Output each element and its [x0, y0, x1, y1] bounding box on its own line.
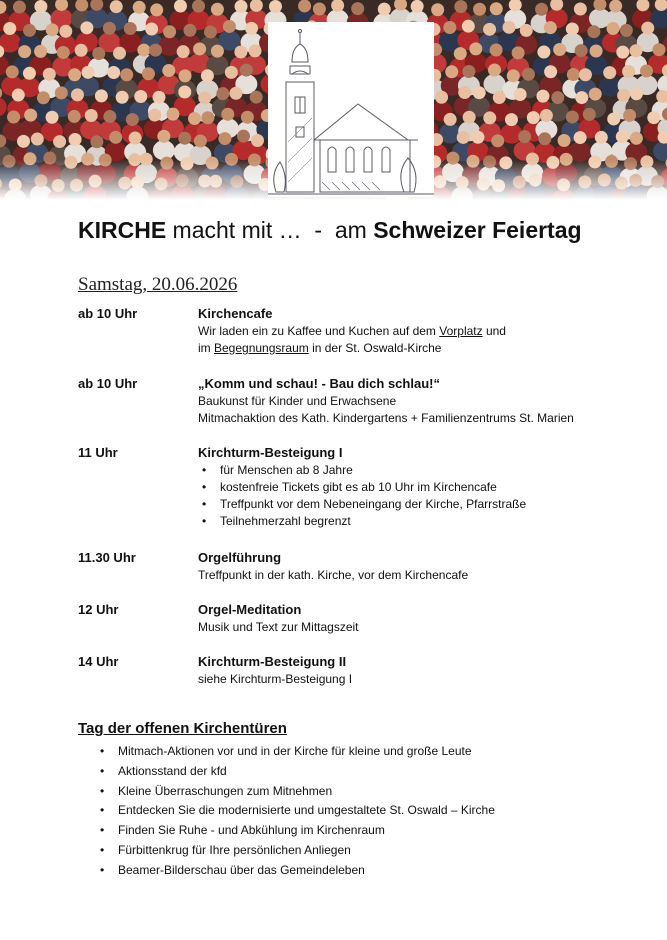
title-feiertag: Schweizer Feiertag	[373, 217, 582, 243]
list-item: • Finden Sie Ruhe - und Abkühlung im Kirchenraum	[118, 821, 495, 841]
schedule-entry	[78, 305, 638, 375]
entry-line: im Begegnungsraum in der St. Oswald-Kirche	[198, 341, 442, 355]
schedule-entry	[78, 549, 638, 601]
schedule-entry	[78, 375, 638, 444]
list-item: • Beamer-Bilderschau über das Gemeindeleben	[118, 861, 495, 881]
entry-line: siehe Kirchturm-Besteigung I	[198, 672, 353, 686]
begegnungsraum-link: Begegnungsraum	[214, 341, 309, 355]
entry-time: 11 Uhr	[78, 445, 118, 460]
entry-title: Kirchturm-Besteigung I	[198, 445, 343, 460]
entry-title: Orgel-Meditation	[198, 602, 302, 617]
open-doors-title: Tag der offenen Kirchentüren	[78, 720, 287, 737]
title-middle: macht mit … - am	[166, 217, 374, 243]
entry-line: Baukunst für Kinder und Erwachsene	[198, 394, 397, 408]
schedule-entry	[78, 601, 638, 653]
list-item: • für Menschen ab 8 Jahre	[220, 462, 638, 479]
entry-time: ab 10 Uhr	[78, 306, 138, 321]
list-item: • Aktionsstand der kfd	[118, 762, 495, 782]
header-banner	[0, 0, 667, 200]
church-sketch	[268, 22, 434, 197]
list-item: • kostenfreie Tickets gibt es ab 10 Uhr im Kirchencafe	[220, 479, 638, 496]
entry-time: 14 Uhr	[78, 654, 119, 669]
entry-time: 12 Uhr	[78, 602, 119, 617]
entry-line: Musik und Text zur Mittagszeit	[198, 620, 359, 634]
entry-title: Kirchencafe	[198, 306, 273, 321]
list-item: • Treffpunkt vor dem Nebeneingang der Kirche, Pfarrstraße	[220, 496, 638, 513]
list-item: • Kleine Überraschungen zum Mitnehmen	[118, 782, 495, 802]
list-item: • Mitmach-Aktionen vor und in der Kirche für kleine und große Leute	[118, 742, 495, 762]
list-item: • Fürbittenkrug für Ihre persönlichen Anliegen	[118, 841, 495, 861]
entry-line: Wir laden ein zu Kaffee und Kuchen auf dem Vorplatz und	[198, 324, 506, 338]
entry-title: Kirchturm-Besteigung II	[198, 654, 347, 669]
schedule	[78, 305, 638, 693]
schedule-entry	[78, 444, 638, 549]
list-item: • Teilnehmerzahl begrenzt	[220, 513, 638, 530]
schedule-entry	[78, 653, 638, 693]
page-title	[78, 217, 582, 244]
vorplatz-link: Vorplatz	[439, 324, 483, 338]
entry-title: Orgelführung	[198, 550, 282, 565]
entry-line: Treffpunkt in der kath. Kirche, vor dem Kirchencafe	[198, 568, 469, 582]
entry-title: „Komm und schau! - Bau dich schlau!“	[198, 376, 440, 391]
list-item: • Entdecken Sie die modernisierte und umgestaltete St. Oswald – Kirche	[118, 801, 495, 821]
open-doors-list	[100, 742, 495, 881]
title-kirche: KIRCHE	[78, 217, 167, 243]
event-date: Samstag, 20.06.2026	[78, 274, 238, 295]
entry-time: 11.30 Uhr	[78, 550, 136, 565]
entry-line: Mitmachaktion des Kath. Kindergartens + Familienzentrums St. Marien	[198, 411, 574, 425]
entry-time: ab 10 Uhr	[78, 376, 138, 391]
